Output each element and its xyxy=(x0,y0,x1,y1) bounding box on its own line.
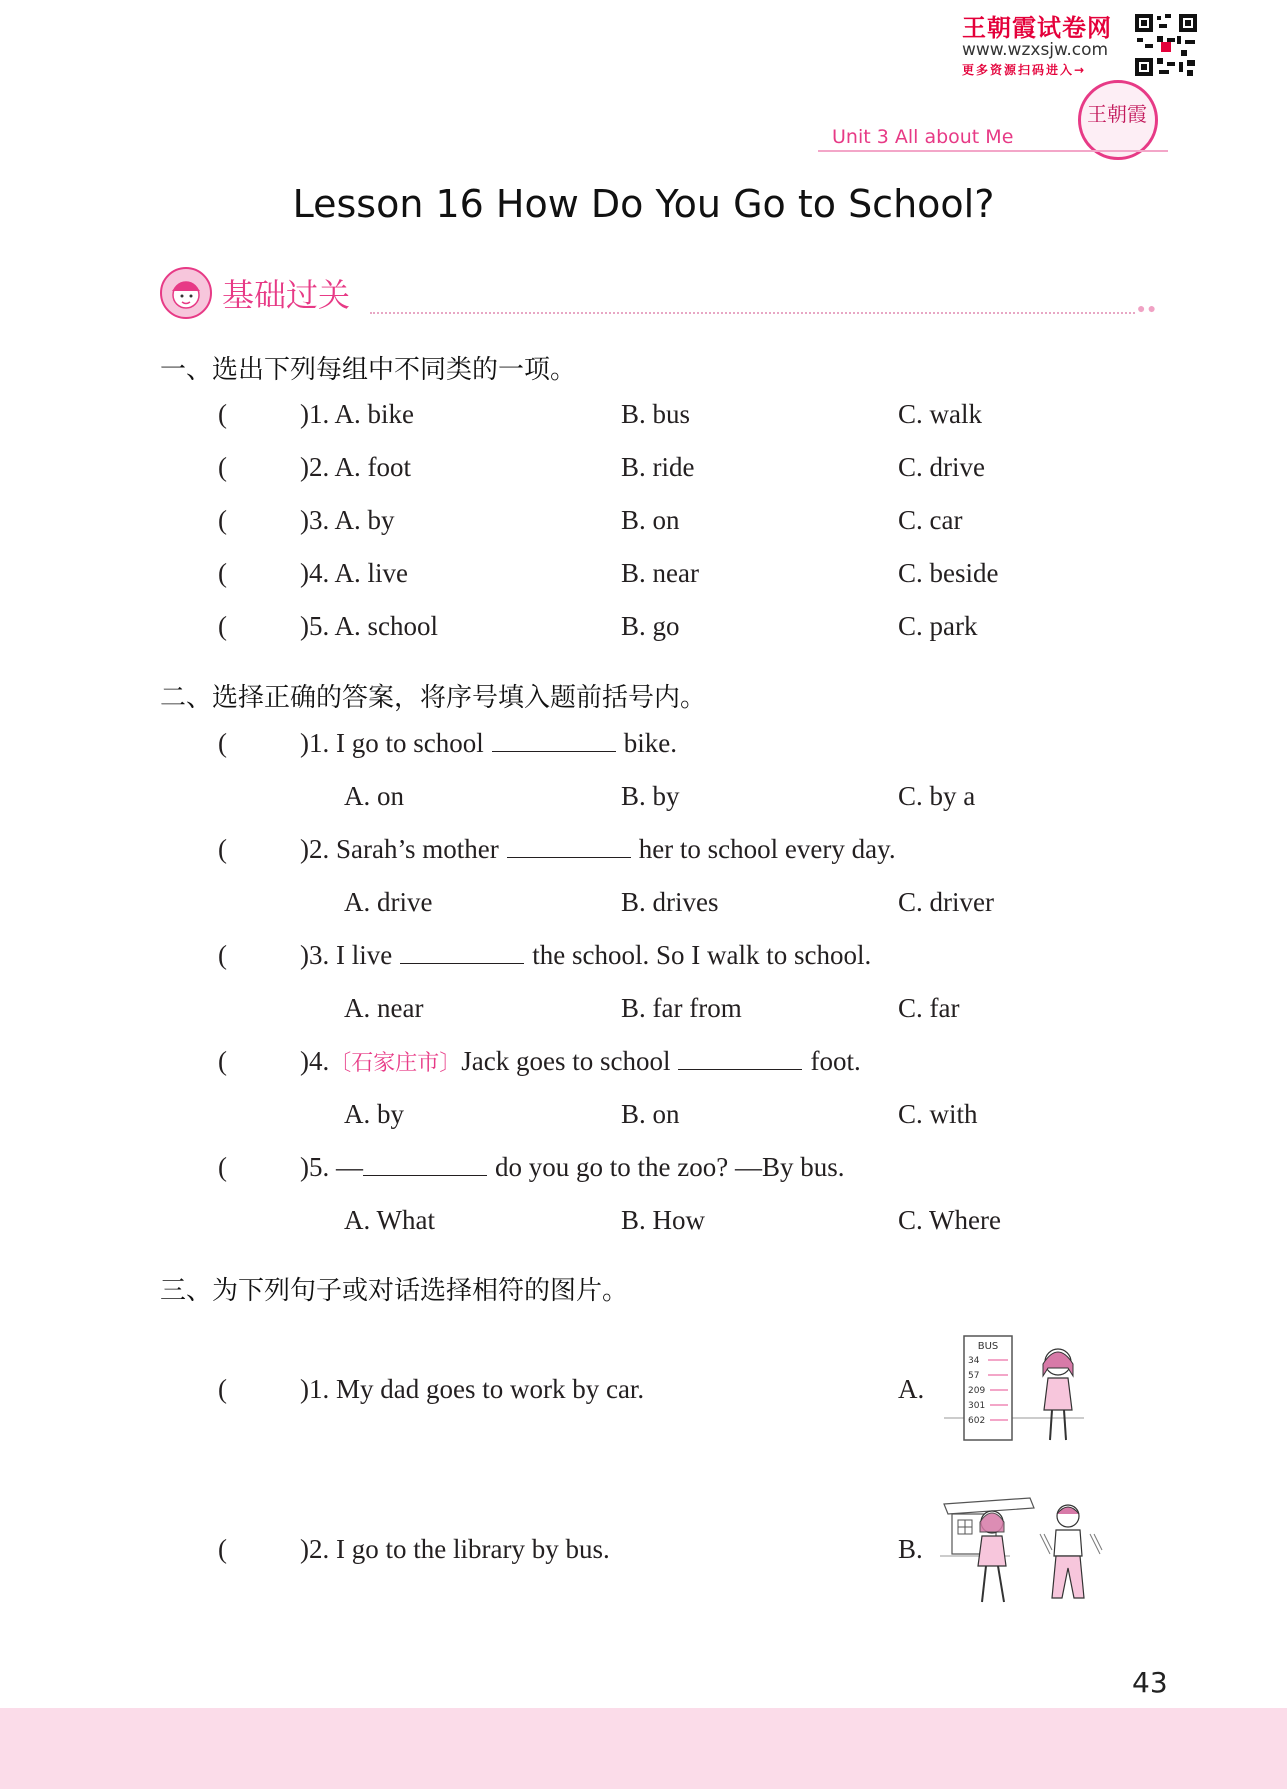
answer-paren-open[interactable]: ( xyxy=(218,1534,227,1564)
answer-paren-open[interactable]: ( xyxy=(218,1152,227,1182)
option-c: C. by a xyxy=(898,781,976,811)
option-c: C. walk xyxy=(898,399,982,429)
stem-number: )4. xyxy=(300,1046,330,1076)
bus-route-number: 301 xyxy=(968,1401,986,1411)
stem-before-blank: Jack goes to school xyxy=(461,1046,671,1076)
question-stem xyxy=(300,728,677,759)
question-stem xyxy=(300,1046,861,1077)
question-stem xyxy=(300,1152,844,1183)
section1-heading: 一、选出下列每组中不同类的一项。 xyxy=(160,355,577,385)
option-c: C. car xyxy=(898,505,963,535)
unit-label: Unit 3 All about Me xyxy=(832,126,1014,148)
question-text: )2. I go to the library by bus. xyxy=(300,1534,610,1564)
option-c: C. beside xyxy=(898,558,999,588)
option-b: B. on xyxy=(621,1099,680,1129)
bus-route-number: 602 xyxy=(968,1416,986,1426)
answer-blank[interactable] xyxy=(363,1174,487,1176)
girl-face-icon xyxy=(160,267,212,319)
option-c: C. far xyxy=(898,993,960,1023)
option-b: B. by xyxy=(621,781,680,811)
option-c: C. Where xyxy=(898,1205,1001,1235)
brand-logo-text: 王朝霞 xyxy=(1087,102,1147,126)
option-b: B. ride xyxy=(621,452,695,482)
footer-band xyxy=(0,1708,1287,1789)
section3-heading: 三、为下列句子或对话选择相符的图片。 xyxy=(160,1276,629,1306)
question-stem xyxy=(300,834,896,865)
answer-blank[interactable] xyxy=(507,856,631,858)
stem-before-blank: )5. — xyxy=(300,1152,363,1182)
kids-walking-picture[interactable] xyxy=(940,1494,1110,1614)
bus-route-number: 57 xyxy=(968,1371,980,1381)
answer-paren-open[interactable]: ( xyxy=(218,505,227,535)
source-tag: 〔石家庄市〕 xyxy=(329,1051,462,1076)
question-text: )4. A. live xyxy=(300,558,408,588)
question-text: )1. My dad goes to work by car. xyxy=(300,1374,645,1404)
answer-paren-open[interactable]: ( xyxy=(218,611,227,641)
page-number: 43 xyxy=(1132,1666,1168,1699)
option-a: A. near xyxy=(344,993,424,1023)
option-c: C. driver xyxy=(898,887,994,917)
qr-code-icon[interactable] xyxy=(1133,12,1199,78)
question-text: )5. A. school xyxy=(300,611,438,641)
stem-after-blank: her to school every day. xyxy=(638,834,896,864)
option-b: B. far from xyxy=(621,993,742,1023)
bus-route-number: 34 xyxy=(968,1356,980,1366)
stem-after-blank: foot. xyxy=(810,1046,861,1076)
option-c: C. with xyxy=(898,1099,978,1129)
question-text: )1. A. bike xyxy=(300,399,414,429)
option-b: B. How xyxy=(621,1205,706,1235)
stem-before-blank: )2. Sarah’s mother xyxy=(300,834,499,864)
bus-sign-title: BUS xyxy=(977,1341,999,1352)
answer-paren-open[interactable]: ( xyxy=(218,452,227,482)
section2-heading: 二、选择正确的答案，将序号填入题前括号内。 xyxy=(160,683,707,713)
answer-blank[interactable] xyxy=(678,1068,802,1070)
stem-before-blank: )3. I live xyxy=(300,940,393,970)
answer-paren-open[interactable]: ( xyxy=(218,1046,227,1076)
option-c: C. drive xyxy=(898,452,985,482)
answer-paren-open[interactable]: ( xyxy=(218,399,227,429)
question-text: )2. A. foot xyxy=(300,452,411,482)
answer-paren-open[interactable]: ( xyxy=(218,834,227,864)
brand-url[interactable]: www.wzxsjw.com xyxy=(962,40,1109,60)
answer-blank[interactable] xyxy=(400,962,524,964)
unit-divider xyxy=(818,150,1168,152)
option-a: A. drive xyxy=(344,887,433,917)
banner-dots-icon: ●● xyxy=(1137,302,1158,317)
bus-route-number: 209 xyxy=(968,1386,986,1396)
stem-before-blank: )1. I go to school xyxy=(300,728,484,758)
answer-paren-open[interactable]: ( xyxy=(218,940,227,970)
picture-option-label: A. xyxy=(898,1374,925,1404)
answer-blank[interactable] xyxy=(492,750,616,752)
option-a: A. on xyxy=(344,781,404,811)
option-b: B. near xyxy=(621,558,699,588)
lesson-title: Lesson 16 How Do You Go to School? xyxy=(292,182,995,226)
brand-more-text: 更多资源扫码进入→ xyxy=(962,63,1087,77)
option-a: A. What xyxy=(344,1205,435,1235)
bus-stop-picture[interactable] xyxy=(944,1332,1084,1452)
stem-after-blank: do you go to the zoo? —By bus. xyxy=(495,1152,845,1182)
stem-after-blank: bike. xyxy=(623,728,677,758)
section-banner-title: 基础过关 xyxy=(222,276,351,314)
option-b: B. bus xyxy=(621,399,691,429)
option-a: A. by xyxy=(344,1099,404,1129)
option-c: C. park xyxy=(898,611,978,641)
stem-after-blank: the school. So I walk to school. xyxy=(532,940,872,970)
answer-paren-open[interactable]: ( xyxy=(218,728,227,758)
option-b: B. on xyxy=(621,505,680,535)
question-stem xyxy=(300,940,871,971)
brand-title: 王朝霞试卷网 xyxy=(962,14,1112,42)
banner-dotted-line xyxy=(370,312,1135,314)
picture-option-label: B. xyxy=(898,1534,923,1564)
answer-paren-open[interactable]: ( xyxy=(218,1374,227,1404)
answer-paren-open[interactable]: ( xyxy=(218,558,227,588)
option-b: B. go xyxy=(621,611,680,641)
question-text: )3. A. by xyxy=(300,505,395,535)
option-b: B. drives xyxy=(621,887,719,917)
